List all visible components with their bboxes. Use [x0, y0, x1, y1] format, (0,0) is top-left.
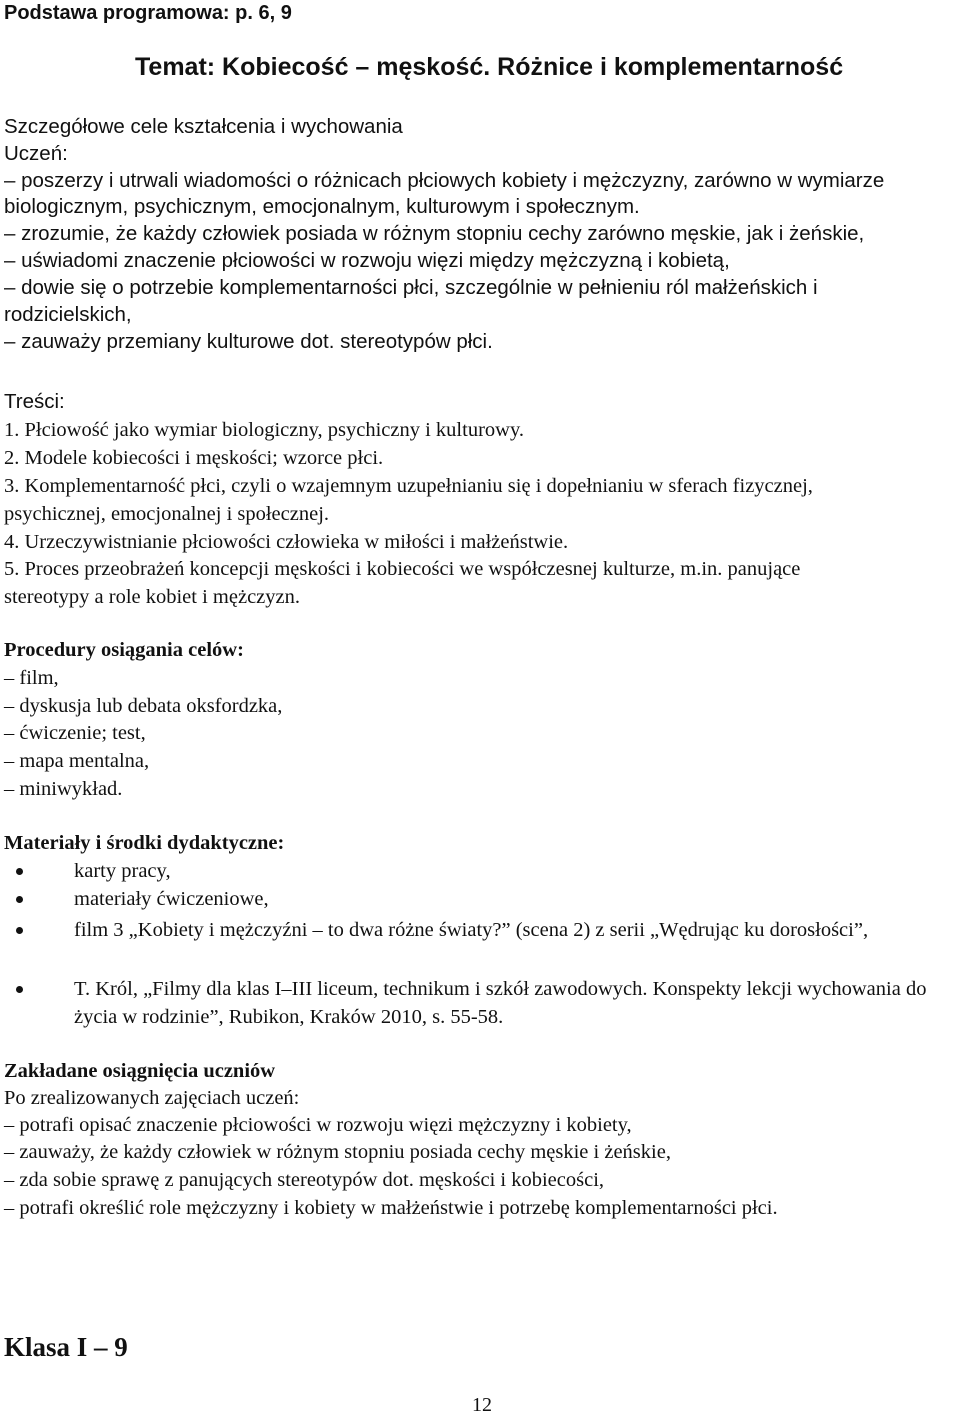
- list-item: [36, 886, 936, 914]
- procedure-item: – mapa mentalna,: [4, 750, 150, 772]
- list-item: [36, 917, 936, 945]
- objective-line: – poszerzy i utrwali wiadomości o różnicach płciowych kobiety i mężczyzny, zarówno w wymiarze: [4, 169, 885, 192]
- list-item: [36, 976, 936, 1031]
- procedure-item: – miniwykład.: [4, 778, 123, 800]
- procedure-item: – ćwiczenie; test,: [4, 722, 146, 744]
- bullet-icon: [16, 927, 23, 934]
- contents-heading: Treści:: [4, 390, 65, 413]
- material-text: karty pracy,: [74, 860, 171, 882]
- material-text: materiały ćwiczeniowe,: [74, 888, 269, 910]
- materials-heading: Materiały i środki dydaktyczne:: [4, 832, 285, 854]
- material-text: T. Król, „Filmy dla klas I–III liceum, technikum i szkół zawodowych. Konspekty lekcji wychowania do życia w rodzinie”, Rubikon, Kraków 2010, s. 55-58.: [74, 978, 927, 1028]
- outcome-item: – potrafi opisać znaczenie płciowości w rozwoju więzi mężczyzny i kobiety,: [4, 1114, 632, 1136]
- material-text: film 3 „Kobiety i mężczyźni – to dwa różne światy?” (scena 2) z serii „Wędrując ku dorosłości”,: [74, 919, 869, 941]
- procedure-item: – film,: [4, 667, 59, 689]
- list-item: [36, 858, 936, 886]
- procedures-heading: Procedury osiągania celów:: [4, 639, 244, 661]
- outcome-item: – zauważy, że każdy człowiek w różnym stopniu posiada cechy męskie i żeńskie,: [4, 1141, 671, 1163]
- contents-line: 5. Proces przeobrażeń koncepcji męskości i kobiecości we współczesnej kulturze, m.in. panujące: [4, 558, 801, 580]
- bullet-icon: [16, 986, 23, 993]
- objective-line: rodzicielskich,: [4, 303, 132, 326]
- contents-line: 4. Urzeczywistnianie płciowości człowieka w miłości i małżeństwie.: [4, 531, 569, 553]
- contents-line: 3. Komplementarność płci, czyli o wzajemnym uzupełnianiu się i dopełnianiu w sferach fizycznej,: [4, 475, 813, 497]
- objectives-lead: Uczeń:: [4, 142, 68, 165]
- objective-line: biologicznym, psychicznym, emocjonalnym, kulturowym i społecznym.: [4, 195, 640, 218]
- program-reference: Podstawa programowa: p. 6, 9: [4, 2, 292, 24]
- outcome-item: – potrafi określić role mężczyzny i kobiety w małżeństwie i potrzebę komplementarności płci.: [4, 1197, 778, 1219]
- contents-line: stereotypy a role kobiet i mężczyzn.: [4, 586, 300, 608]
- bullet-icon: [16, 868, 23, 875]
- outcomes-lead: Po zrealizowanych zajęciach uczeń:: [4, 1087, 300, 1109]
- objective-line: – dowie się o potrzebie komplementarności płci, szczególnie w pełnieniu ról małżeńskich i: [4, 276, 818, 299]
- contents-line: 2. Modele kobiecości i męskości; wzorce płci.: [4, 447, 384, 469]
- objective-line: – zrozumie, że każdy człowiek posiada w różnym stopniu cechy zarówno męskie, jak i żeńskie,: [4, 222, 865, 245]
- outcomes-heading: Zakładane osiągnięcia uczniów: [4, 1060, 276, 1082]
- page-number: 12: [472, 1394, 492, 1416]
- objective-line: – uświadomi znaczenie płciowości w rozwoju więzi między mężczyzną i kobietą,: [4, 249, 730, 272]
- outcome-item: – zda sobie sprawę z panujących stereotypów dot. męskości i kobiecości,: [4, 1169, 605, 1191]
- bullet-icon: [16, 896, 23, 903]
- objective-line: – zauważy przemiany kulturowe dot. stereotypów płci.: [4, 330, 493, 353]
- contents-line: psychicznej, emocjonalnej i społecznej.: [4, 503, 330, 525]
- class-label: Klasa I – 9: [4, 1332, 128, 1362]
- procedure-item: – dyskusja lub debata oksfordzka,: [4, 695, 283, 717]
- contents-line: 1. Płciowość jako wymiar biologiczny, psychiczny i kulturowy.: [4, 419, 524, 441]
- page-title: Temat: Kobiecość – męskość. Różnice i komplementarność: [135, 53, 844, 81]
- objectives-heading: Szczegółowe cele kształcenia i wychowania: [4, 115, 403, 138]
